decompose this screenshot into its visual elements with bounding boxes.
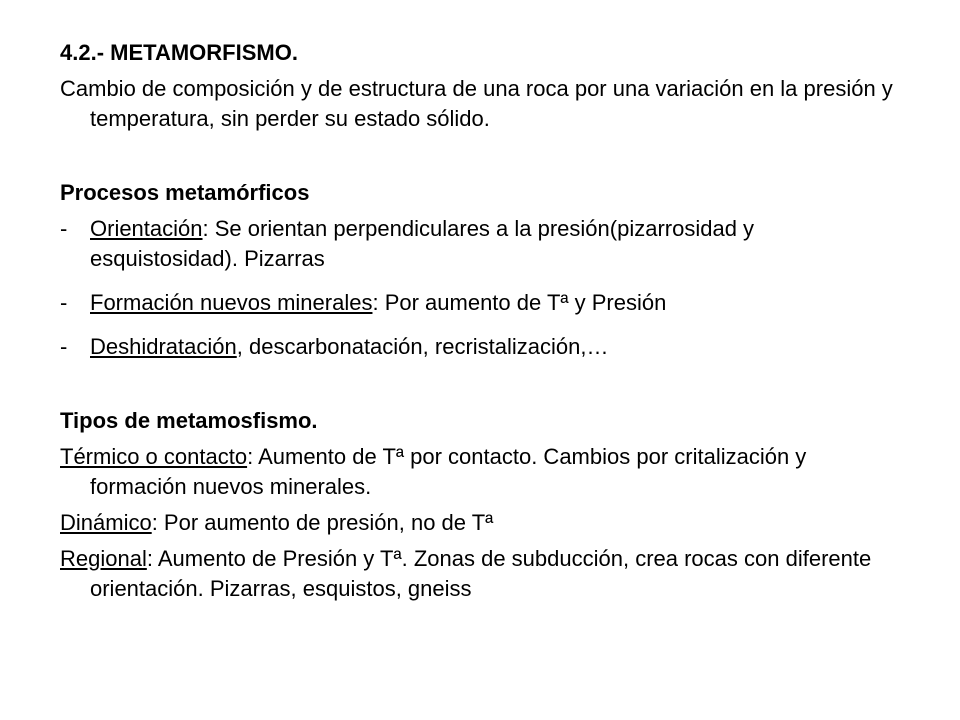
type-term: Regional: [60, 546, 147, 571]
type-text: : Aumento de Tª por contacto. Cambios por critalización y formación nuevos minerales.: [90, 444, 807, 499]
process-text: , descarbonatación, recristalización,…: [236, 334, 609, 359]
process-item-formacion: [60, 288, 900, 318]
process-item-deshidratacion: [60, 332, 900, 362]
types-heading: Tipos de metamosfismo.: [60, 408, 318, 433]
definition-text: Cambio de composición y de estructura de una roca por una variación en la presión y temperatura, sin perder su estado sólido.: [60, 76, 893, 131]
process-text: : Por aumento de Tª y Presión: [372, 290, 667, 315]
spacer: [60, 362, 900, 392]
type-item-dinamico: [60, 508, 900, 538]
process-text: : Se orientan perpendiculares a la presión(pizarrosidad y esquistosidad). Pizarras: [90, 216, 755, 271]
process-item-orientacion: [60, 214, 900, 274]
process-term: Deshidratación: [90, 334, 237, 359]
dash-bullet: -: [60, 334, 68, 359]
type-term: Térmico o contacto: [60, 444, 248, 469]
spacer: [60, 134, 900, 164]
type-item-termico: [60, 442, 900, 502]
process-term: Formación nuevos minerales: [90, 290, 373, 315]
type-text: : Aumento de Presión y Tª. Zonas de subducción, crea rocas con diferente orientación. Pizarras, esquistos, gneiss: [90, 546, 872, 601]
page-title: 4.2.- METAMORFISMO.: [60, 40, 298, 65]
processes-heading: Procesos metamórficos: [60, 180, 310, 205]
type-text: : Por aumento de presión, no de Tª: [151, 510, 494, 535]
slide-content: [60, 38, 900, 604]
dash-bullet: -: [60, 290, 68, 315]
type-item-regional: [60, 544, 900, 604]
dash-bullet: -: [60, 216, 68, 241]
type-term: Dinámico: [60, 510, 152, 535]
process-term: Orientación: [90, 216, 203, 241]
